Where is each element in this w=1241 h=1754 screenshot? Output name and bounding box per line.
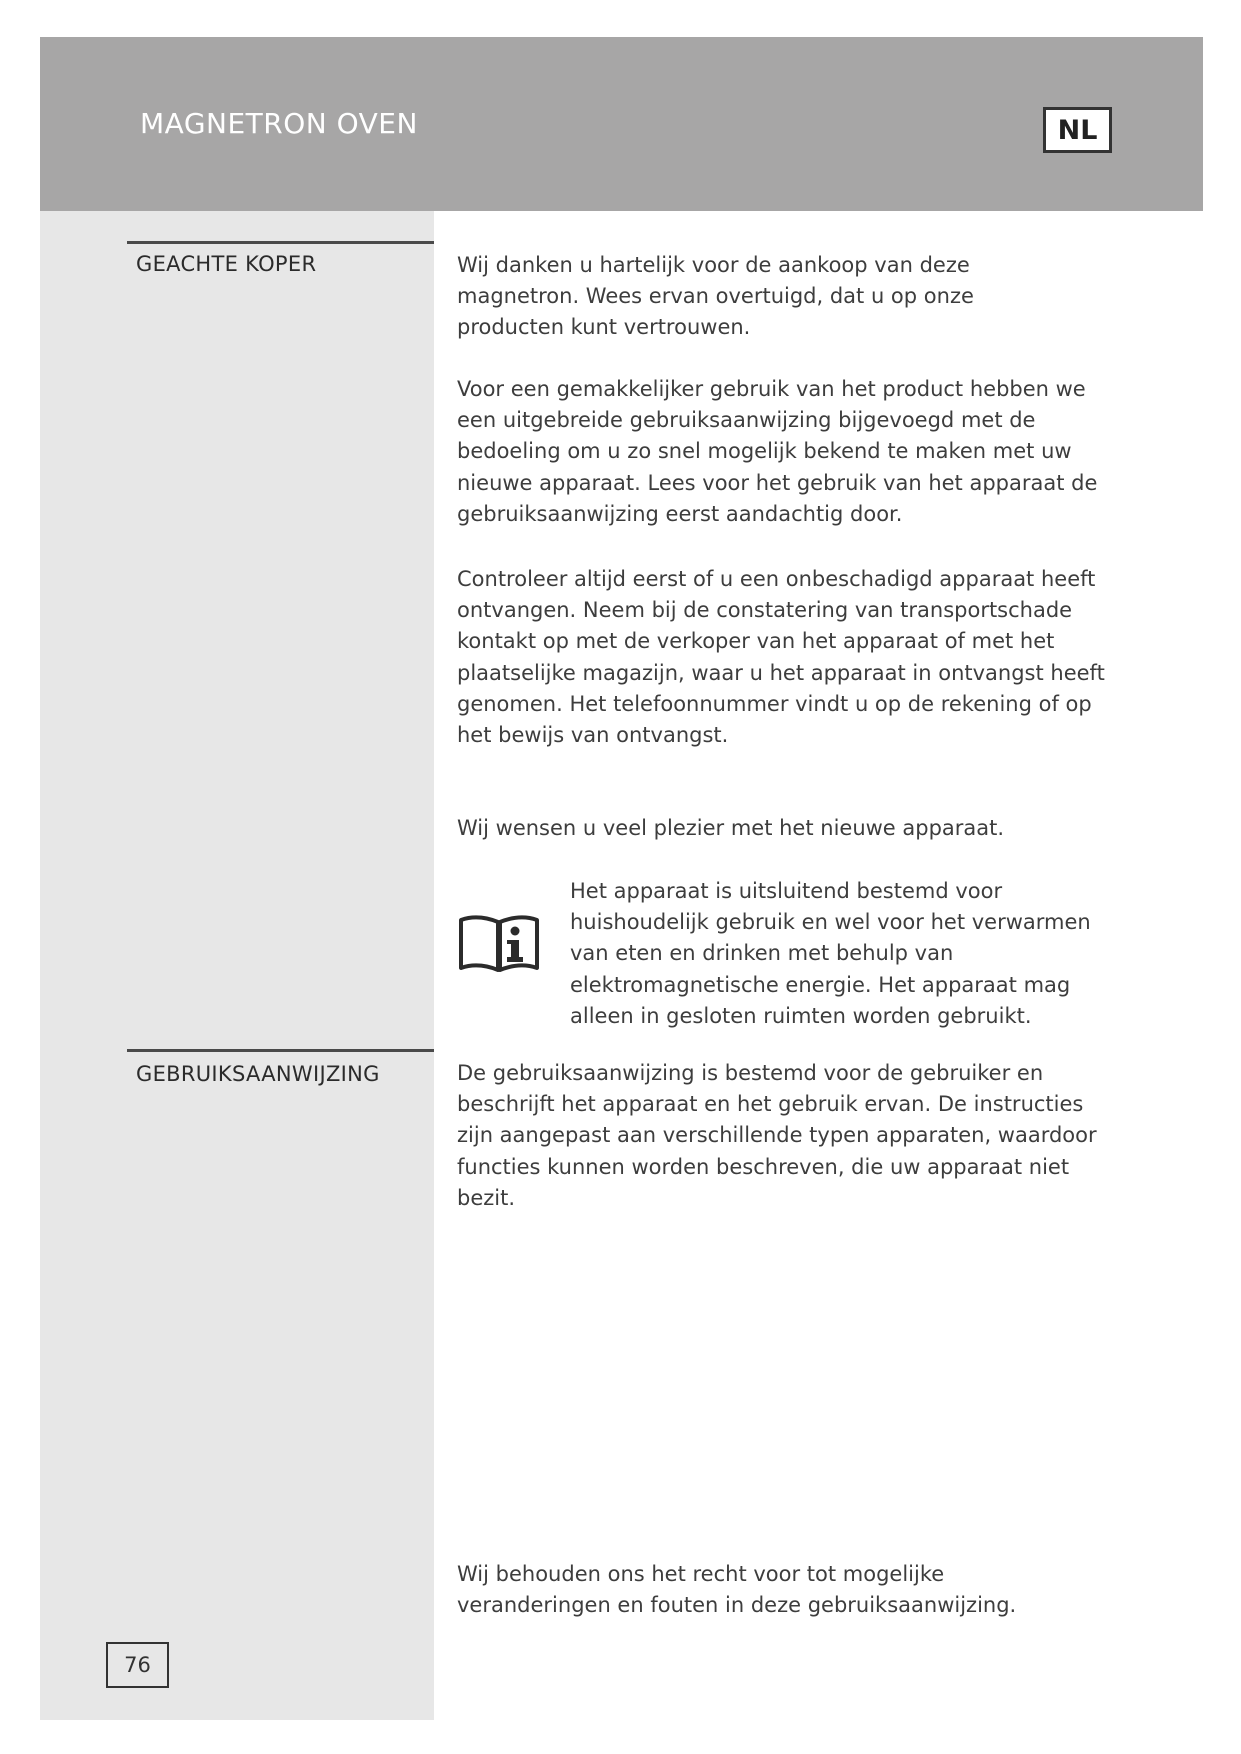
- paragraph-wishes: Wij wensen u veel plezier met het nieuwe apparaat.: [457, 816, 1005, 840]
- page-number: 76: [106, 1642, 169, 1688]
- info-note-text: Het apparaat is uitsluitend bestemd voor huishoudelijk gebruik en wel voor het verwarmen van eten en drinken met behulp van elektromagnetische energie. Het apparaat mag alleen in gesloten ruimten worden gebruikt.: [570, 879, 1091, 1028]
- section-divider: [127, 241, 434, 244]
- sidebar: [40, 211, 434, 1720]
- document-title: MAGNETRON OVEN: [140, 107, 418, 140]
- paragraph-manual-description: De gebruiksaanwijzing is bestemd voor de gebruiker en beschrijft het apparaat en het gebruik ervan. De instructies zijn aangepast aan verschillende typen apparaten, waardoor functies kunnen worden beschreven, die uw apparaat niet bezit.: [457, 1061, 1097, 1210]
- disclaimer-text: Wij behouden ons het recht voor tot mogelijke veranderingen en fouten in deze gebruiksaanwijzing.: [457, 1562, 1017, 1618]
- section-label-geachte-koper: GEACHTE KOPER: [136, 252, 317, 276]
- paragraph-thanks: Wij danken u hartelijk voor de aankoop van deze magnetron. Wees ervan overtuigd, dat u op onze producten kunt vertrouwen.: [457, 253, 974, 340]
- manual-info-icon: [458, 910, 540, 974]
- section-divider: [127, 1049, 434, 1052]
- language-badge: NL: [1043, 107, 1112, 153]
- page-header: [40, 37, 1203, 211]
- paragraph-manual-usage: Voor een gemakkelijker gebruik van het product hebben we een uitgebreide gebruiksaanwijzing bijgevoegd met de bedoeling om u zo snel mogelijk bekend te maken met uw nieuwe apparaat. Lees voor het gebruik van het apparaat de gebruiksaanwijzing eerst aandachtig door.: [457, 377, 1098, 526]
- paragraph-check-delivery: Controleer altijd eerst of u een onbeschadigd apparaat heeft ontvangen. Neem bij de constatering van transportschade kontakt op met de verkoper van het apparaat of met het plaatselijke magazijn, waar u het apparaat in ontvangst heeft genomen. Het telefoonnummer vindt u op de rekening of op het bewijs van ontvangst.: [457, 567, 1105, 748]
- section-label-gebruiksaanwijzing: GEBRUIKSAANWIJZING: [136, 1062, 380, 1086]
